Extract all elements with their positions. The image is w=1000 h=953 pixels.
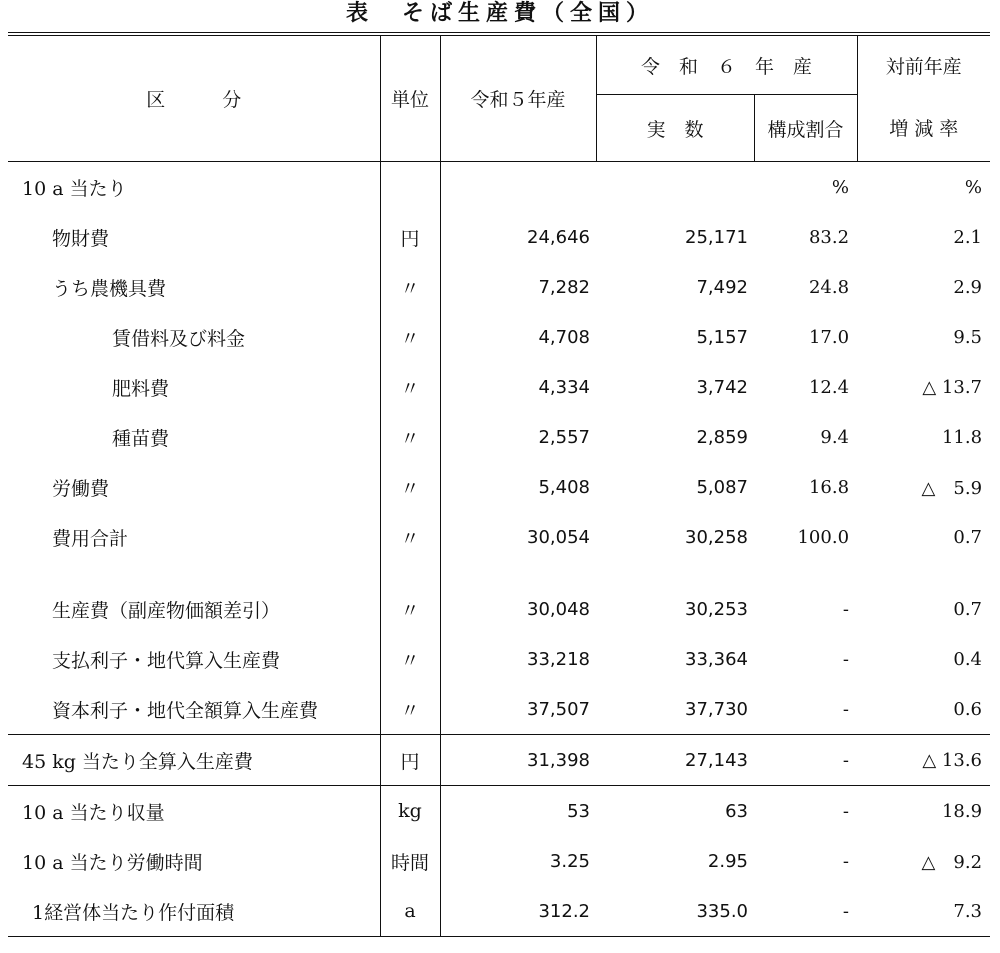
header-composition: 構成割合 bbox=[754, 95, 857, 162]
row-unit: 円 bbox=[380, 735, 440, 786]
row-unit: 〃 bbox=[380, 412, 440, 462]
row-comp: 24.8 bbox=[808, 276, 850, 298]
row-unit: 時間 bbox=[380, 836, 440, 886]
table-row bbox=[8, 886, 990, 937]
table-row bbox=[8, 412, 990, 462]
row-comp: - bbox=[842, 698, 850, 720]
row-rate: 11.8 bbox=[941, 426, 983, 448]
row-unit: 〃 bbox=[380, 684, 440, 735]
row-prev: 4,334 bbox=[538, 376, 590, 398]
row-rate: △ 13.7 bbox=[922, 376, 983, 398]
row-label: 賃借料及び料金 bbox=[8, 312, 380, 362]
row-actual: 25,171 bbox=[685, 226, 748, 248]
percent-unit-comp: % bbox=[831, 176, 850, 198]
row-rate: 18.9 bbox=[857, 786, 990, 837]
row-label: 種苗費 bbox=[8, 412, 380, 462]
table-row bbox=[8, 312, 990, 362]
percent-unit-rate: % bbox=[964, 176, 983, 198]
row-comp: - bbox=[754, 735, 857, 786]
row-rate: 7.3 bbox=[857, 886, 990, 937]
row-rate: 2.9 bbox=[953, 276, 983, 298]
row-comp: - bbox=[754, 886, 857, 937]
row-rate: △ 13.6 bbox=[857, 735, 990, 786]
row-label: 45 kg 当たり全算入生産費 bbox=[8, 735, 380, 786]
row-comp: 9.4 bbox=[820, 426, 850, 448]
row-actual: 2,859 bbox=[696, 426, 748, 448]
row-unit: 〃 bbox=[380, 312, 440, 362]
row-label: 10 a 当たり労働時間 bbox=[8, 836, 380, 886]
row-rate: 0.7 bbox=[953, 526, 983, 548]
row-actual: 63 bbox=[596, 786, 754, 837]
row-actual: 30,253 bbox=[685, 598, 748, 620]
row-unit: kg bbox=[380, 786, 440, 837]
row-prev: 3.25 bbox=[549, 850, 590, 872]
row-comp: 17.0 bbox=[808, 326, 850, 348]
row-actual: 7,492 bbox=[696, 276, 748, 298]
row-prev: 53 bbox=[440, 786, 596, 837]
row-prev: 5,408 bbox=[538, 476, 590, 498]
page-title: 表 そば生産費（全国） bbox=[345, 1, 654, 26]
row-rate: 2.1 bbox=[953, 226, 983, 248]
row-unit: 〃 bbox=[380, 262, 440, 312]
section-10a-label: 10 a 当たり bbox=[8, 162, 380, 213]
row-comp: - bbox=[842, 598, 850, 620]
row-label: 資本利子・地代全額算入生産費 bbox=[8, 684, 380, 735]
header-actual: 実 数 bbox=[596, 95, 754, 162]
table-row bbox=[8, 212, 990, 262]
row-prev: 4,708 bbox=[538, 326, 590, 348]
row-rate: 0.7 bbox=[953, 598, 983, 620]
row-unit: a bbox=[380, 886, 440, 937]
row-label: 肥料費 bbox=[8, 362, 380, 412]
row-label: 労働費 bbox=[8, 462, 380, 512]
row-prev: 37,507 bbox=[527, 698, 590, 720]
row-rate: △ 9.2 bbox=[921, 852, 983, 873]
row-prev: 31,398 bbox=[440, 735, 596, 786]
row-actual: 30,258 bbox=[685, 526, 748, 548]
row-rate: 0.6 bbox=[953, 698, 983, 720]
row-actual: 5,087 bbox=[696, 476, 748, 498]
row-unit: 〃 bbox=[380, 462, 440, 512]
header-yoy-bottom: 増 減 率 bbox=[857, 95, 990, 162]
row-label: 生産費（副産物価額差引） bbox=[8, 584, 380, 634]
row-comp: 83.2 bbox=[808, 226, 850, 248]
row-prev: 24,646 bbox=[527, 226, 590, 248]
row-actual: 33,364 bbox=[685, 648, 748, 670]
row-label: 物財費 bbox=[8, 212, 380, 262]
header-yoy-top: 対前年産 bbox=[857, 34, 990, 95]
row-unit: 〃 bbox=[380, 362, 440, 412]
table-row bbox=[8, 262, 990, 312]
table-row bbox=[8, 584, 990, 634]
row-label: 10 a 当たり収量 bbox=[8, 786, 380, 837]
row-unit: 円 bbox=[380, 212, 440, 262]
row-comp: 12.4 bbox=[808, 376, 850, 398]
row-prev: 2,557 bbox=[538, 426, 590, 448]
header-curr-year: 令 和 ６ 年 産 bbox=[596, 34, 857, 95]
row-comp: - bbox=[842, 850, 850, 872]
table-row bbox=[8, 836, 990, 886]
row-prev: 7,282 bbox=[538, 276, 590, 298]
row-label: 費用合計 bbox=[8, 512, 380, 562]
header-unit: 単位 bbox=[380, 34, 440, 162]
row-label: うち農機具費 bbox=[8, 262, 380, 312]
row-prev: 30,048 bbox=[527, 598, 590, 620]
table-row bbox=[8, 684, 990, 735]
table-row bbox=[8, 786, 990, 837]
row-actual: 2.95 bbox=[707, 850, 748, 872]
row-unit: 〃 bbox=[380, 584, 440, 634]
row-comp: 16.8 bbox=[808, 476, 850, 498]
table-row bbox=[8, 512, 990, 562]
row-actual: 27,143 bbox=[596, 735, 754, 786]
row-prev: 30,054 bbox=[527, 526, 590, 548]
row-actual: 5,157 bbox=[696, 326, 748, 348]
table-row bbox=[8, 735, 990, 786]
production-cost-table bbox=[8, 32, 990, 937]
row-comp: - bbox=[842, 648, 850, 670]
row-actual: 3,742 bbox=[696, 376, 748, 398]
row-label: 支払利子・地代算入生産費 bbox=[8, 634, 380, 684]
row-unit: 〃 bbox=[380, 512, 440, 562]
row-rate: 0.4 bbox=[953, 648, 983, 670]
row-rate: 9.5 bbox=[953, 326, 983, 348]
table-row bbox=[8, 462, 990, 512]
row-rate: △ 5.9 bbox=[921, 478, 983, 499]
row-actual: 335.0 bbox=[596, 886, 754, 937]
table-row bbox=[8, 634, 990, 684]
row-prev: 33,218 bbox=[527, 648, 590, 670]
row-unit: 〃 bbox=[380, 634, 440, 684]
table-row bbox=[8, 362, 990, 412]
header-prev-year: 令和５年産 bbox=[440, 34, 596, 162]
row-label: 1経営体当たり作付面積 bbox=[8, 886, 380, 937]
row-comp: - bbox=[754, 786, 857, 837]
row-actual: 37,730 bbox=[685, 698, 748, 720]
header-category: 区 分 bbox=[8, 34, 380, 162]
row-prev: 312.2 bbox=[440, 886, 596, 937]
row-comp: 100.0 bbox=[797, 526, 850, 548]
